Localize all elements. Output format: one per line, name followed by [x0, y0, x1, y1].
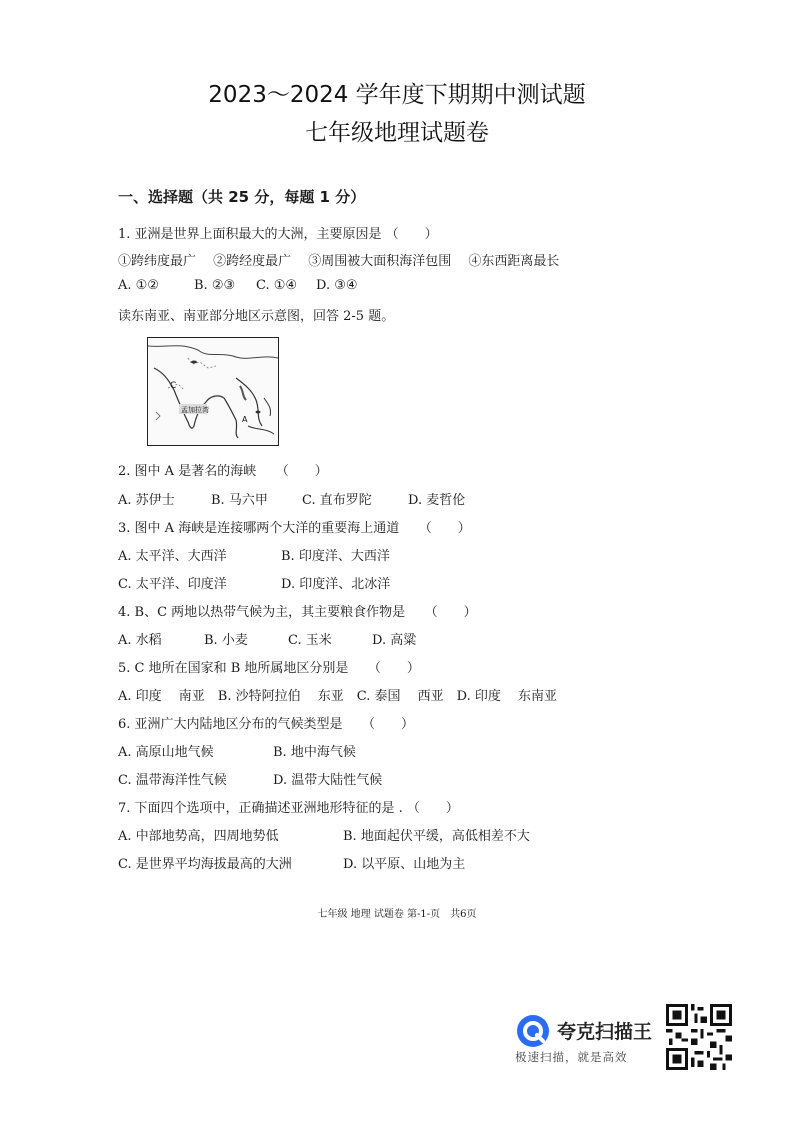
question-4-option-b: B. 小麦 — [204, 633, 248, 648]
qr-code-icon — [666, 1004, 732, 1070]
question-5-options: A. 印度 南亚 B. 沙特阿拉伯 东亚 C. 泰国 西亚 D. 印度 东南亚 — [118, 689, 557, 704]
question-6-stem: 6. 亚洲广大内陆地区分布的气候类型是 （ ） — [118, 717, 415, 732]
map-intro: 读东南亚、南亚部分地区示意图，回答 2-5 题。 — [118, 309, 395, 324]
question-2-option-d: D. 麦哲伦 — [408, 493, 466, 508]
map-label-c: C — [170, 381, 177, 391]
question-6-option-b: B. 地中海气候 — [273, 745, 356, 760]
question-4-option-d: D. 高粱 — [372, 633, 417, 648]
question-1-stem: 1. 亚洲是世界上面积最大的大洲，主要原因是 （ ） — [118, 227, 438, 242]
question-1-option-d: D. ③④ — [316, 278, 358, 293]
page-footer: 七年级 地理 试题卷 第-1-页 共6页 — [317, 909, 477, 920]
question-5-stem: 5. C 地所在国家和 B 地所属地区分别是 （ ） — [118, 661, 420, 676]
map-label-bay: 孟加拉湾 — [181, 406, 209, 414]
question-7-option-a: A. 中部地势高，四周地势低 — [118, 829, 279, 844]
question-4-stem: 4. B、C 两地以热带气候为主，其主要粮食作物是 （ ） — [118, 605, 477, 620]
question-1-option-b: B. ②③ — [194, 278, 236, 293]
question-2-stem: 2. 图中 A 是著名的海峡 （ ） — [118, 464, 328, 479]
question-2-option-c: C. 直布罗陀 — [302, 493, 372, 508]
section-heading: 一、选择题（共 25 分，每题 1 分） — [118, 188, 366, 206]
question-7-stem: 7. 下面四个选项中，正确描述亚洲地形特征的是 . （ ） — [118, 801, 459, 816]
question-2-option-b: B. 马六甲 — [211, 493, 268, 508]
question-3-option-c: C. 太平洋、印度洋 — [118, 577, 227, 592]
question-1-statements: ①跨纬度最广 ②跨经度最广 ③周围被大面积海洋包围 ④东西距离最长 — [118, 254, 560, 269]
scanner-watermark — [515, 1013, 665, 1073]
question-1-option-a: A. ①② — [118, 278, 159, 293]
exam-title: 2023～2024 学年度下期期中测试题 — [208, 82, 586, 108]
question-3-option-a: A. 太平洋、大西洋 — [118, 549, 227, 564]
map-figure — [147, 337, 279, 446]
question-4-option-a: A. 水稻 — [118, 633, 162, 648]
question-1-option-c: C. ①④ — [256, 278, 298, 293]
question-6-option-c: C. 温带海洋性气候 — [118, 773, 227, 788]
quark-logo-icon — [515, 1013, 551, 1049]
exam-subtitle: 七年级地理试题卷 — [305, 120, 489, 146]
question-7-option-d: D. 以平原、山地为主 — [343, 857, 466, 872]
question-6-option-a: A. 高原山地气候 — [118, 745, 214, 760]
question-3-stem: 3. 图中 A 海峡是连接哪两个大洋的重要海上通道 （ ） — [118, 521, 471, 536]
question-6-option-d: D. 温带大陆性气候 — [273, 773, 383, 788]
question-7-option-b: B. 地面起伏平缓，高低相差不大 — [343, 829, 530, 844]
watermark-brand-name: 夸克扫描王 — [557, 1021, 653, 1043]
watermark-slogan: 极速扫描，就是高效 — [515, 1050, 628, 1064]
map-drawing — [148, 338, 278, 445]
map-label-a: A — [242, 415, 248, 424]
question-3-option-b: B. 印度洋、大西洋 — [281, 549, 390, 564]
question-7-option-c: C. 是世界平均海拔最高的大洲 — [118, 857, 292, 872]
question-3-option-d: D. 印度洋、北冰洋 — [281, 577, 391, 592]
question-2-option-a: A. 苏伊士 — [118, 493, 175, 508]
question-4-option-c: C. 玉米 — [288, 633, 332, 648]
